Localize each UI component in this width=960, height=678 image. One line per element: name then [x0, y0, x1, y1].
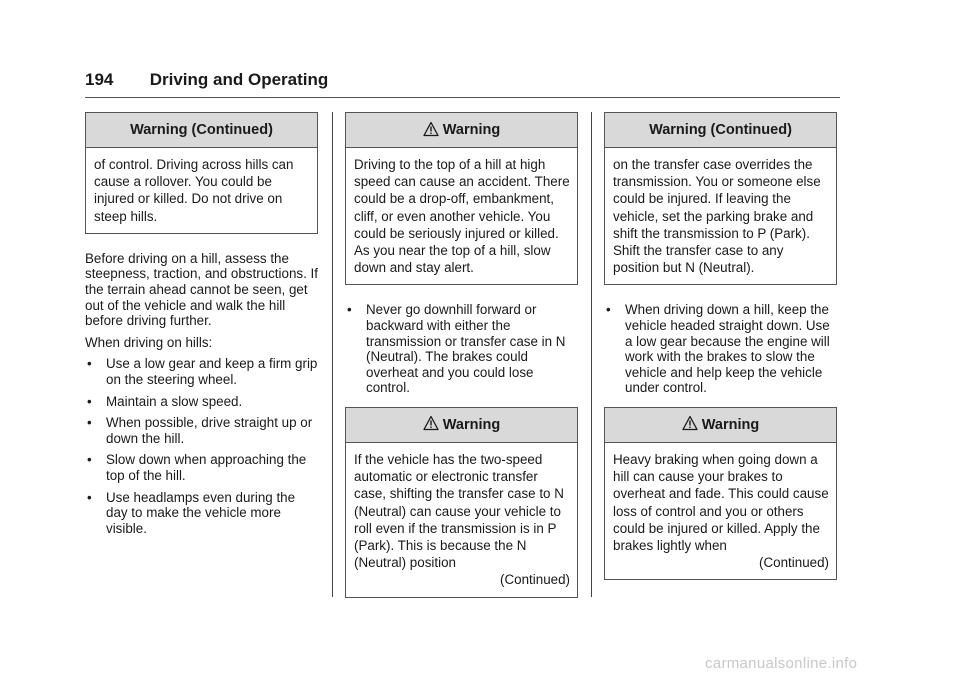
section-title: Driving and Operating: [149, 70, 329, 89]
warning-box-text: on the transfer case overrides the transmission. You or someone else could be injured. If leaving the vehicle, set the parking brake and shift the transmission to P (Park). Shift the transfer case to any position but N (Neutral).: [613, 157, 821, 276]
continued-label: (Continued): [759, 555, 829, 571]
warning-triangle-icon: [423, 121, 439, 137]
list-item: • Never go downhill forward or backward with either the transmission or transfer case in N (Neutral). The brakes could overheat and you could lose control.: [347, 302, 566, 396]
list-item: • Use headlamps even during the day to make the vehicle more visible.: [87, 489, 296, 536]
bullet-list: [345, 302, 578, 396]
column-3: [604, 112, 837, 580]
warning-box: [345, 112, 578, 285]
watermark: carmanualsonline.info: [705, 655, 858, 672]
list-item: • Use a low gear and keep a firm grip on the steering wheel.: [87, 356, 318, 387]
warning-box-title: Warning (Continued): [86, 113, 317, 148]
bullet-list: [604, 302, 837, 396]
warning-box-text: Heavy braking when going down a hill can cause your brakes to overheat and fade. This could cause loss of control and you or others could be injured or killed. Apply the brakes lightly when: [613, 451, 829, 553]
list-item: • Slow down when approaching the top of the hill.: [87, 452, 307, 483]
warning-box-title: Warning: [442, 416, 501, 433]
warning-box-title: Warning (Continued): [605, 113, 836, 148]
warning-box-text: If the vehicle has the two-speed automatic or electronic transfer case, shifting the transfer case to N (Neutral) can cause your vehicle to roll even if the transmission is in P (Park). This is because the N (Neutral) position: [354, 451, 564, 571]
column-2: [345, 112, 578, 598]
bullet-list: [85, 356, 318, 536]
warning-box-continued: [604, 112, 837, 285]
warning-box: [345, 407, 578, 598]
list-item: • Maintain a slow speed.: [87, 393, 243, 409]
warning-box-title: Warning: [701, 416, 760, 433]
warning-triangle-icon: [423, 415, 439, 431]
warning-box-text: of control. Driving across hills can cause a rollover. You could be injured or killed. Do not drive on steep hills.: [94, 157, 294, 224]
column-divider: [591, 112, 592, 597]
page-number: 194: [85, 70, 114, 89]
warning-box-text: Driving to the top of a hill at high speed can cause an accident. There could be a drop-off, embankment, cliff, or even another vehicle. You could be seriously injured or killed. As you near the top of a hill, slow down and stay alert.: [354, 157, 570, 276]
continued-label: (Continued): [500, 572, 570, 588]
body-paragraph: Before driving on a hill, assess the steepness, traction, and obstructions. If the terrain ahead cannot be seen, get out of the vehicle and walk the hill before driving further.: [85, 250, 318, 329]
warning-triangle-icon: [682, 415, 698, 431]
column-divider: [332, 112, 333, 597]
page-header: [85, 70, 328, 90]
warning-box: [604, 407, 837, 580]
body-paragraph: When driving on hills:: [85, 334, 213, 350]
list-item: • When possible, drive straight up or down the hill.: [87, 415, 313, 446]
column-1: [85, 112, 318, 536]
header-rule: [85, 97, 840, 98]
list-item: • When driving down a hill, keep the vehicle headed straight down. Use a low gear because the engine will work with the brakes to slow the vehicle and help keep the vehicle under control.: [606, 302, 830, 396]
warning-box-title: Warning: [442, 122, 501, 138]
warning-box-continued: [85, 112, 318, 234]
